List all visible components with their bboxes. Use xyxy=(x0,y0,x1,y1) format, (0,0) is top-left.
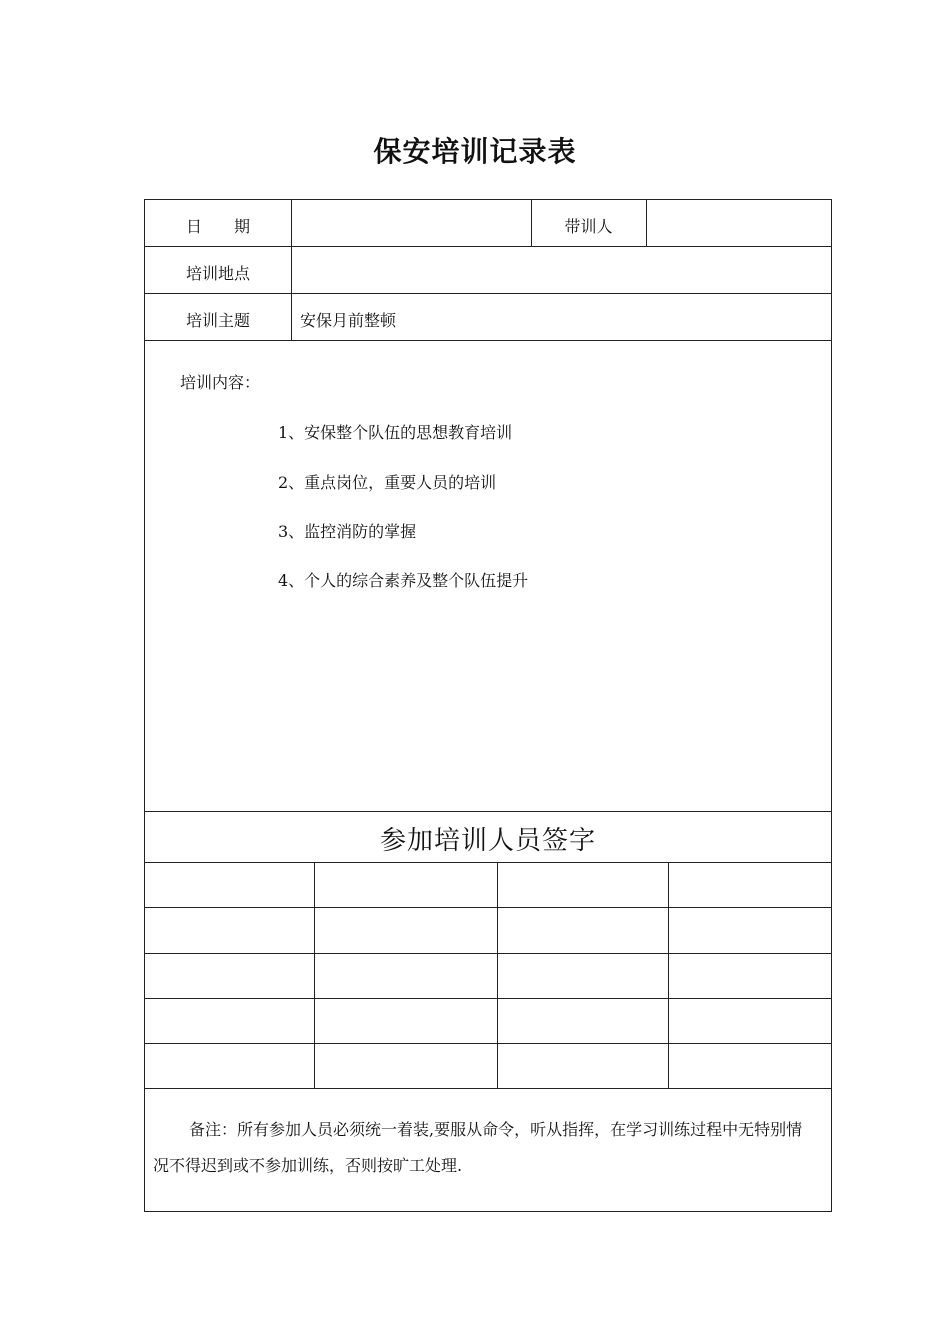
signature-cell[interactable] xyxy=(316,909,495,951)
signature-cell[interactable] xyxy=(499,1045,666,1087)
page-title: 保安培训记录表 xyxy=(373,135,577,168)
signature-cell[interactable] xyxy=(147,955,312,997)
signature-cell[interactable] xyxy=(499,864,666,906)
signature-cell[interactable] xyxy=(670,955,830,997)
topic-label: 培训主题 xyxy=(185,311,250,330)
row-divider xyxy=(145,246,831,247)
column-divider xyxy=(291,200,292,340)
content-item: 1、安保整个队伍的思想教育培训 xyxy=(278,423,513,442)
content-item: 3、监控消防的掌握 xyxy=(278,522,417,541)
signature-cell[interactable] xyxy=(670,909,830,951)
remarks-note: 备注：所有参加人员必须统一着装,要服从命令，听从指挥，在学习训练过程中无特别情况不得迟到或不参加训练，否则按旷工处理. xyxy=(153,1120,803,1175)
signature-cell[interactable] xyxy=(147,1000,312,1042)
column-divider xyxy=(646,200,647,246)
content-item: 4、个人的综合素养及整个队伍提升 xyxy=(278,571,529,590)
row-divider xyxy=(145,1043,831,1044)
signature-cell[interactable] xyxy=(316,1000,495,1042)
location-field[interactable] xyxy=(300,261,820,283)
row-divider xyxy=(145,907,831,908)
row-divider xyxy=(145,998,831,999)
date-label: 日 期 xyxy=(185,217,250,236)
row-divider xyxy=(145,1088,831,1089)
signature-cell[interactable] xyxy=(499,909,666,951)
date-field[interactable] xyxy=(295,214,525,236)
row-divider xyxy=(145,862,831,863)
signature-cell[interactable] xyxy=(316,955,495,997)
column-divider xyxy=(497,862,498,1088)
row-divider xyxy=(145,811,831,812)
column-divider xyxy=(668,862,669,1088)
content-label: 培训内容： xyxy=(180,373,261,392)
signature-cell[interactable] xyxy=(670,864,830,906)
signature-cell[interactable] xyxy=(316,864,495,906)
signature-cell[interactable] xyxy=(499,955,666,997)
column-divider xyxy=(314,862,315,1088)
topic-field[interactable]: 安保月前整顿 xyxy=(300,311,397,330)
content-item: 2、重点岗位，重要人员的培训 xyxy=(278,473,497,492)
signature-cell[interactable] xyxy=(316,1045,495,1087)
signature-cell[interactable] xyxy=(670,1045,830,1087)
row-divider xyxy=(145,340,831,341)
signature-cell[interactable] xyxy=(147,864,312,906)
trainer-field[interactable] xyxy=(650,214,825,236)
row-divider xyxy=(145,953,831,954)
row-divider xyxy=(145,293,831,294)
signature-cell[interactable] xyxy=(670,1000,830,1042)
trainer-label: 带训人 xyxy=(564,217,613,236)
signature-section-title: 参加培训人员签字 xyxy=(379,826,596,856)
location-label: 培训地点 xyxy=(185,264,250,283)
signature-cell[interactable] xyxy=(147,1045,312,1087)
signature-cell[interactable] xyxy=(147,909,312,951)
signature-cell[interactable] xyxy=(499,1000,666,1042)
training-record-form xyxy=(144,199,832,1212)
